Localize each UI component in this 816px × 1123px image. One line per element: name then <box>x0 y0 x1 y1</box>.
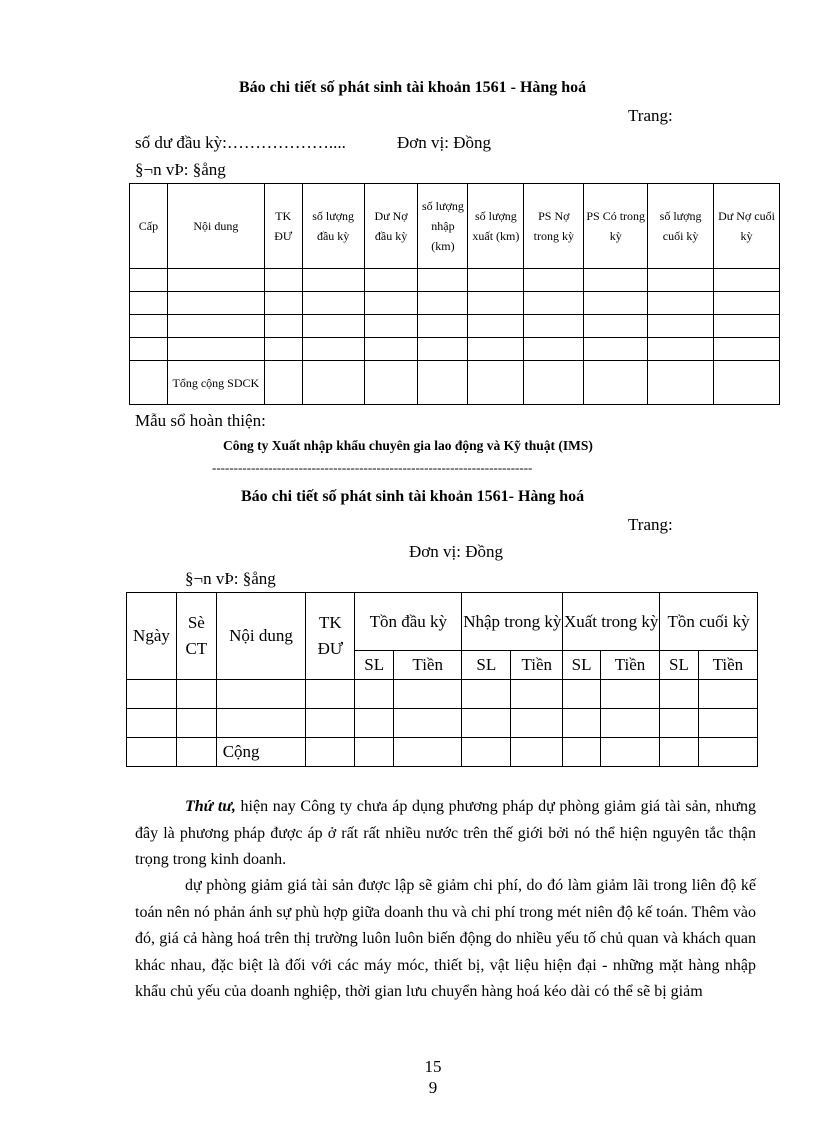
section1-title: Báo chi tiết số phát sinh tài khoản 1561 - Hàng hoá <box>239 79 587 96</box>
section1-page-label: Trang: <box>628 106 673 125</box>
col-header-qty: SL <box>563 651 601 680</box>
col-header-doc-no: Sè CT <box>176 593 216 680</box>
page-number: 9 <box>428 1078 438 1097</box>
col-header: số lượng xuất (km) <box>468 184 524 269</box>
col-header-opening: Tồn đầu kỳ <box>355 593 462 651</box>
paragraph-1-text: hiện nay Công ty chưa áp dụng phương pháp dự phòng giảm giá tài sản, nhưng đây là phương pháp được áp ở rất rất nhiều nước trên thế giới bởi nó thể hiện nguyên tắc thận trọng trong kinh doanh. <box>135 798 756 868</box>
col-header-qty: SL <box>660 651 699 680</box>
page-number: 15 <box>424 1057 442 1076</box>
col-header: số lượng nhập (km) <box>418 184 468 269</box>
table-row <box>130 292 780 315</box>
total-row <box>130 361 780 405</box>
col-header: Dư Nợ đầu kỳ <box>364 184 418 269</box>
paragraph-lead: Thứ tư, <box>185 798 236 815</box>
col-header-account: TK ĐƯ <box>306 593 355 680</box>
col-header-amount: Tiền <box>600 651 659 680</box>
total-label: Cộng <box>216 738 306 767</box>
section2-page-label: Trang: <box>628 515 673 534</box>
col-header-content: Nội dung <box>216 593 306 680</box>
col-header-qty: SL <box>462 651 511 680</box>
section2-price-unit: §¬n vÞ: §ång <box>185 569 276 588</box>
col-header-closing: Tồn cuối kỳ <box>660 593 758 651</box>
col-header: số lượng đầu kỳ <box>302 184 364 269</box>
col-header-amount: Tiền <box>511 651 563 680</box>
col-header: PS Có trong kỳ <box>584 184 648 269</box>
table-header-row <box>127 593 758 651</box>
section1-price-unit: §¬n vÞ: §ång <box>135 160 226 179</box>
col-header-export: Xuất trong kỳ <box>563 593 660 651</box>
col-header: Cấp <box>130 184 168 269</box>
divider: -------------------------------------------------------------------------- <box>212 460 533 475</box>
completed-label: Mẫu sổ hoàn thiện: <box>135 411 266 430</box>
section2-title: Báo chi tiết số phát sinh tài khoản 1561- Hàng hoá <box>241 488 585 505</box>
paragraph-1 <box>135 794 756 874</box>
company-name: Công ty Xuất nhập khẩu chuyên gia lao động và Kỹ thuật (IMS) <box>223 438 593 453</box>
table-row <box>130 269 780 292</box>
col-header-import: Nhập trong kỳ <box>462 593 563 651</box>
table-row <box>130 315 780 338</box>
col-header: Nội dung <box>167 184 264 269</box>
col-header: TK ĐƯ <box>264 184 302 269</box>
paragraph-2: dự phòng giảm giá tài sản được lập sẽ giảm chi phí, do đó làm giảm lãi trong liên độ kế toán nên nó phản ánh sự phù hợp giữa doanh thu và chi phí trong mét niên độ kế toán. Thêm vào đó, giá cả hàng hoá trên thị trường luôn luôn biến động do nhiều yếu tố chủ quan và khách quan khác nhau, đặc biệt là đối với các máy móc, thiết bị, vật liệu hiện đại - những mặt hàng nhập khẩu chủ yếu của doanh nghiệp, thời gian lưu chuyển hàng hoá kéo dài có thể sẽ bị giảm <box>135 877 756 1000</box>
col-header-qty: SL <box>355 651 394 680</box>
table-row <box>127 709 758 738</box>
total-row <box>127 738 758 767</box>
col-header-amount: Tiền <box>698 651 757 680</box>
total-label: Tổng cộng SDCK <box>167 361 264 405</box>
col-header: PS Nợ trong kỳ <box>524 184 584 269</box>
table-header-row <box>130 184 780 269</box>
section2-unit: Đơn vị: Đồng <box>409 542 503 561</box>
col-header: Dư Nợ cuối kỳ <box>714 184 780 269</box>
opening-balance: số dư đầu kỳ:……………….... <box>135 133 346 152</box>
table-row <box>127 680 758 709</box>
section2-table <box>126 592 758 767</box>
section1-table <box>129 183 780 405</box>
col-header: số lượng cuối kỳ <box>648 184 714 269</box>
col-header-date: Ngày <box>127 593 177 680</box>
table-row <box>130 338 780 361</box>
section1-unit: Đơn vị: Đồng <box>397 133 491 152</box>
col-header-amount: Tiền <box>394 651 462 680</box>
